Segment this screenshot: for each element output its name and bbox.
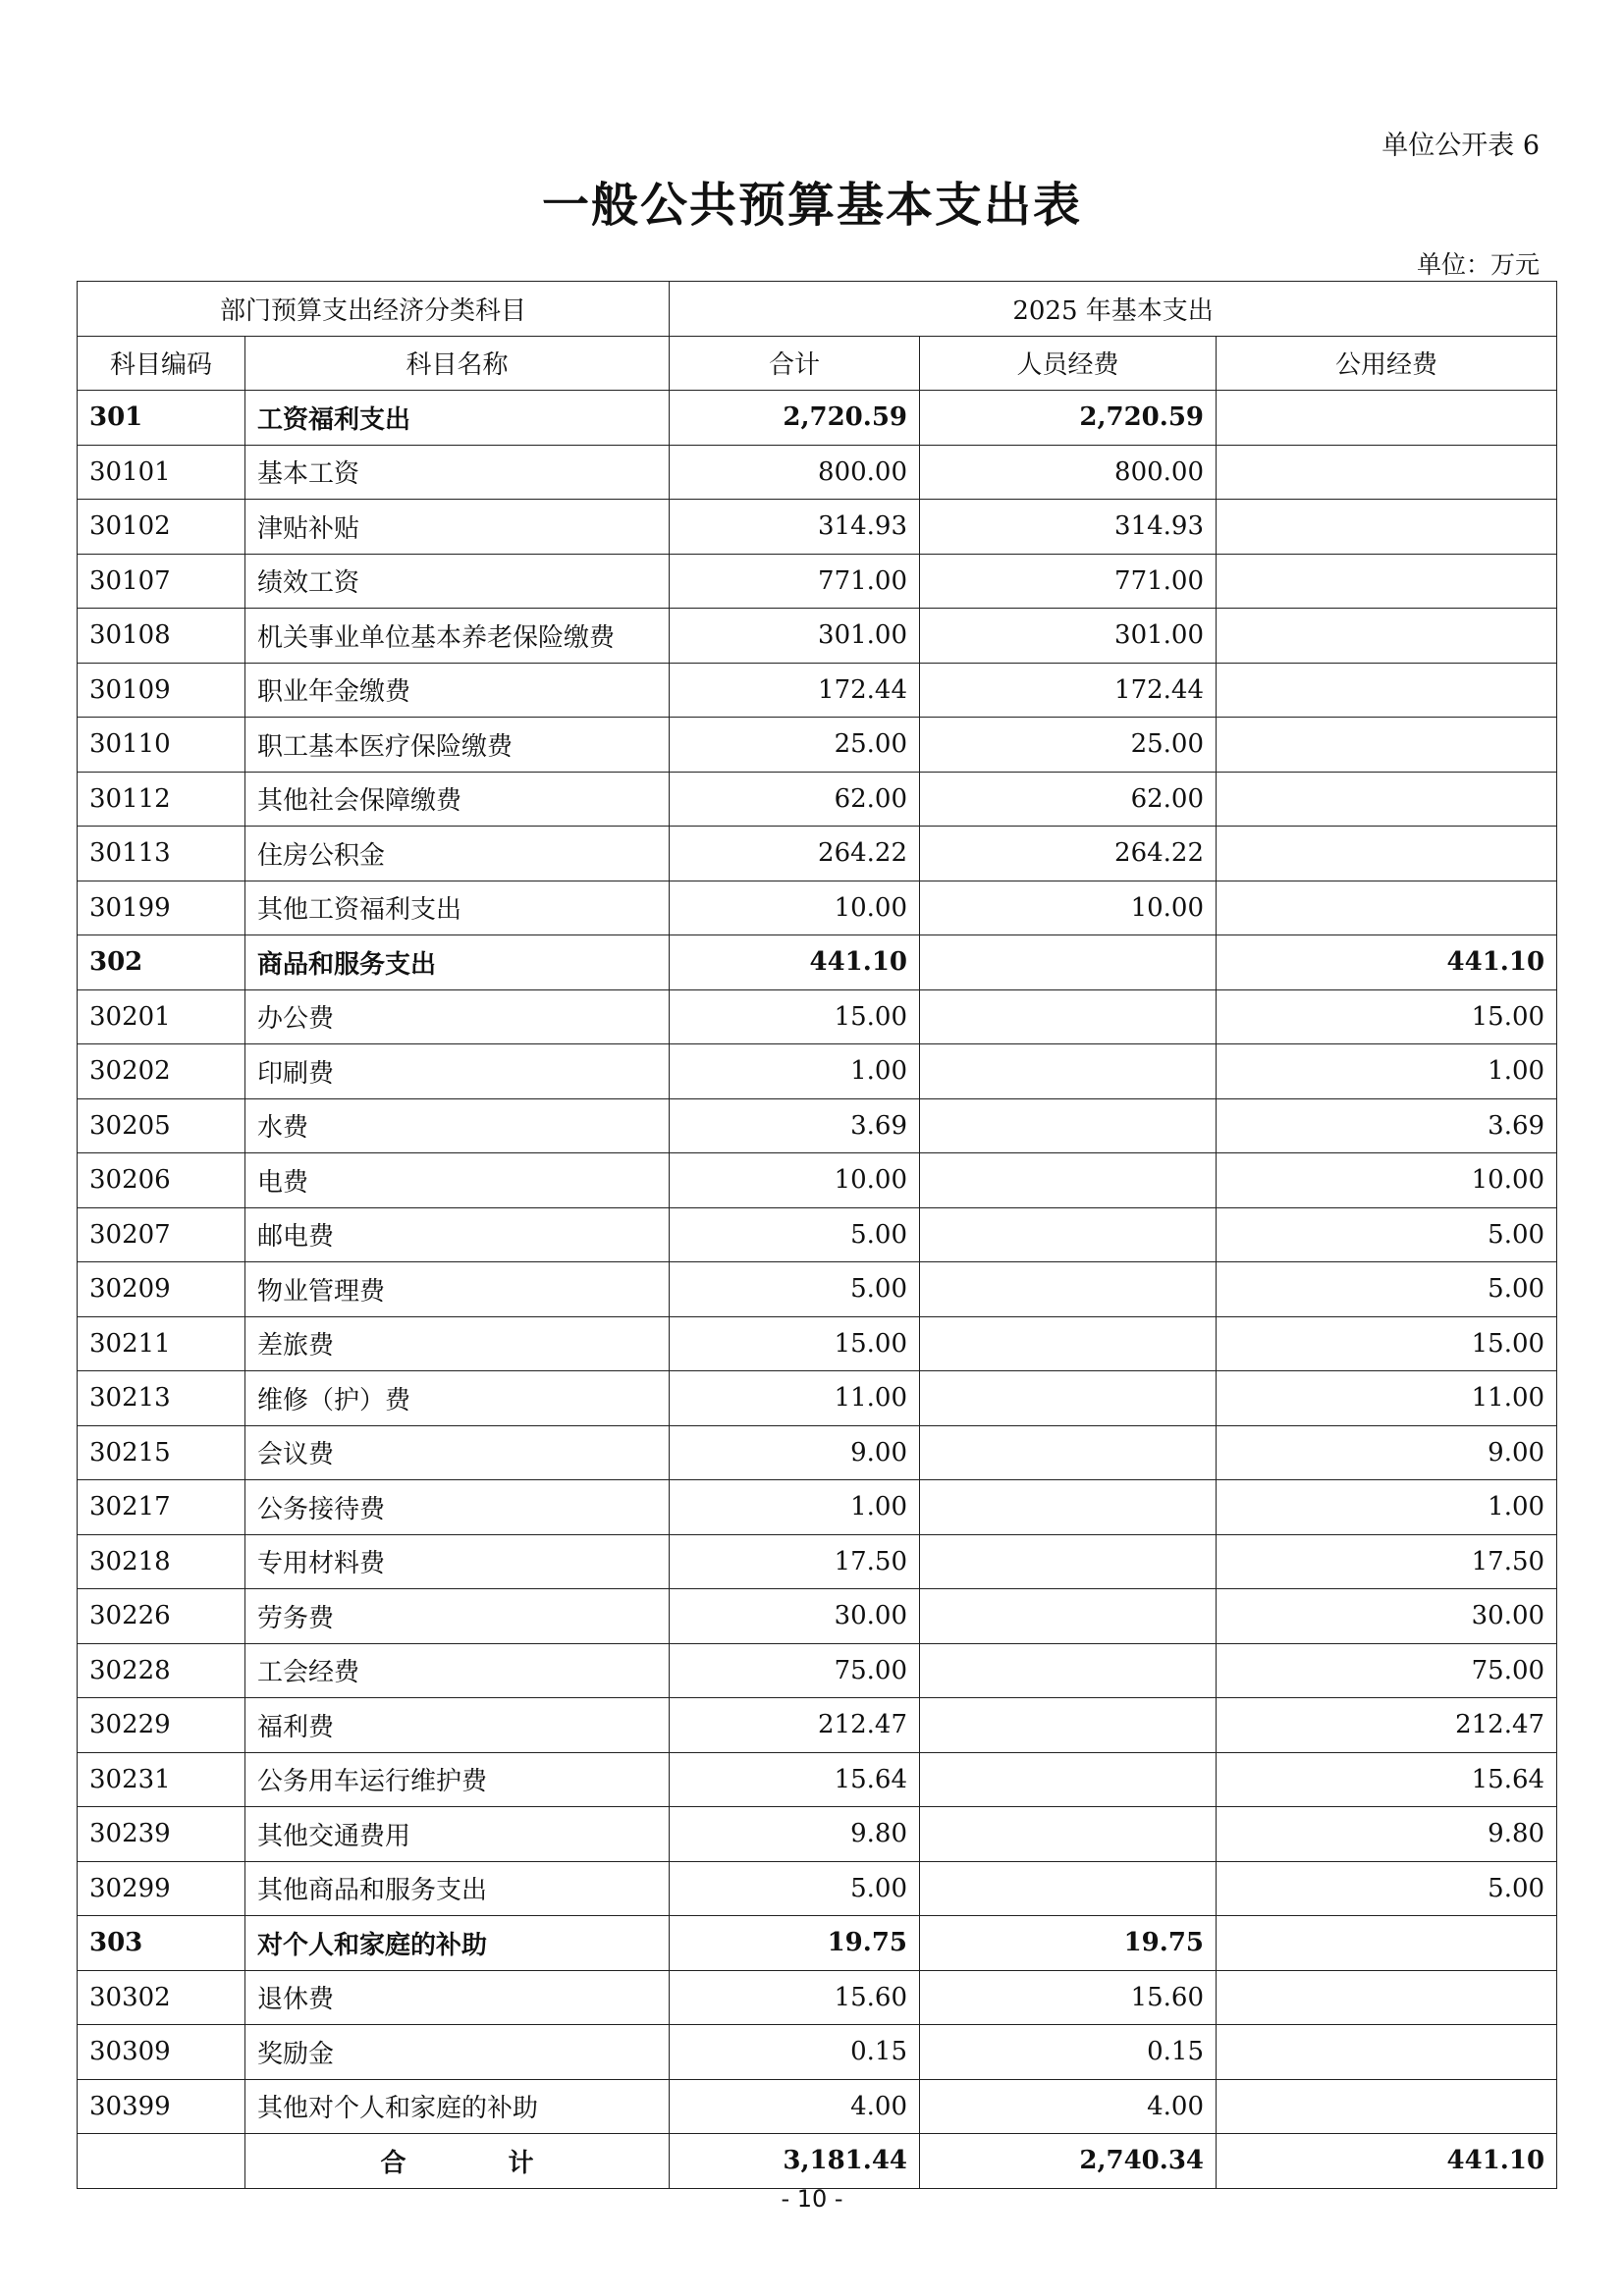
table-row: [78, 1098, 1557, 1153]
personnel-cell: [920, 1752, 1217, 1807]
personnel-cell: 10.00: [920, 881, 1217, 935]
table-row: [78, 1752, 1557, 1807]
public-cell: [1217, 1970, 1557, 2025]
column-header-code: 科目编码: [78, 336, 245, 391]
table-row: [78, 772, 1557, 827]
public-cell: [1217, 391, 1557, 446]
public-cell: [1217, 718, 1557, 773]
personnel-cell: [920, 1316, 1217, 1371]
total-label: 合 计: [245, 2134, 670, 2189]
code-cell: 302: [78, 935, 245, 990]
code-cell: 30108: [78, 609, 245, 664]
total-cell: 30.00: [670, 1589, 920, 1644]
name-cell: 住房公积金: [245, 827, 670, 881]
code-cell: 30205: [78, 1098, 245, 1153]
public-cell: 5.00: [1217, 1262, 1557, 1317]
public-cell: 11.00: [1217, 1371, 1557, 1426]
total-cell: 17.50: [670, 1534, 920, 1589]
code-cell: 30215: [78, 1425, 245, 1480]
public-cell: 15.64: [1217, 1752, 1557, 1807]
personnel-cell: [920, 1098, 1217, 1153]
code-cell: 30201: [78, 989, 245, 1044]
table-row: [78, 1207, 1557, 1262]
public-cell: 5.00: [1217, 1861, 1557, 1916]
name-cell: 职工基本医疗保险缴费: [245, 718, 670, 773]
table-row: [78, 1861, 1557, 1916]
column-header-personnel: 人员经费: [920, 336, 1217, 391]
name-cell: 劳务费: [245, 1589, 670, 1644]
personnel-cell: 62.00: [920, 772, 1217, 827]
name-cell: 机关事业单位基本养老保险缴费: [245, 609, 670, 664]
name-cell: 对个人和家庭的补助: [245, 1916, 670, 1971]
public-cell: 212.47: [1217, 1698, 1557, 1753]
personnel-cell: [920, 1262, 1217, 1317]
total-cell: 3.69: [670, 1098, 920, 1153]
table-row: [78, 554, 1557, 609]
name-cell: 其他商品和服务支出: [245, 1861, 670, 1916]
name-cell: 职业年金缴费: [245, 663, 670, 718]
public-cell: 9.00: [1217, 1425, 1557, 1480]
table-header: [78, 282, 1557, 391]
personnel-cell: 264.22: [920, 827, 1217, 881]
total-row: [78, 2134, 1557, 2189]
personnel-cell: [920, 1153, 1217, 1208]
table-row: [78, 1589, 1557, 1644]
name-cell: 维修（护）费: [245, 1371, 670, 1426]
table-row: [78, 718, 1557, 773]
personnel-cell: [920, 1425, 1217, 1480]
personnel-cell: 0.15: [920, 2025, 1217, 2080]
public-cell: 17.50: [1217, 1534, 1557, 1589]
total-cell: 15.60: [670, 1970, 920, 2025]
total-cell: 771.00: [670, 554, 920, 609]
code-cell: 30229: [78, 1698, 245, 1753]
group-header-basic-expenditure: 2025 年基本支出: [670, 282, 1557, 337]
table-row: [78, 1425, 1557, 1480]
total-cell: 5.00: [670, 1262, 920, 1317]
total-cell: 11.00: [670, 1371, 920, 1426]
code-cell: 303: [78, 1916, 245, 1971]
table-row: [78, 2079, 1557, 2134]
personnel-cell: [920, 1534, 1217, 1589]
code-cell: 30112: [78, 772, 245, 827]
name-cell: 电费: [245, 1153, 670, 1208]
code-cell: 30239: [78, 1807, 245, 1862]
table-row: [78, 1153, 1557, 1208]
public-cell: 30.00: [1217, 1589, 1557, 1644]
name-cell: 商品和服务支出: [245, 935, 670, 990]
personnel-cell: [920, 1643, 1217, 1698]
table-row: [78, 1480, 1557, 1535]
total-cell: 4.00: [670, 2079, 920, 2134]
name-cell: 津贴补贴: [245, 500, 670, 555]
name-cell: 退休费: [245, 1970, 670, 2025]
total-cell: 75.00: [670, 1643, 920, 1698]
public-cell: [1217, 500, 1557, 555]
table-row: [78, 989, 1557, 1044]
table-row: [78, 1643, 1557, 1698]
table-body: [78, 391, 1557, 2134]
table-row: [78, 500, 1557, 555]
personnel-cell: 314.93: [920, 500, 1217, 555]
public-cell: 1.00: [1217, 1480, 1557, 1535]
table-row: [78, 2025, 1557, 2080]
budget-table: [77, 281, 1557, 2189]
personnel-cell: [920, 1589, 1217, 1644]
total-cell: 10.00: [670, 1153, 920, 1208]
code-cell: 30110: [78, 718, 245, 773]
total-cell: 5.00: [670, 1207, 920, 1262]
total-public: 441.10: [1217, 2134, 1557, 2189]
name-cell: 办公费: [245, 989, 670, 1044]
public-cell: 9.80: [1217, 1807, 1557, 1862]
total-cell: 212.47: [670, 1698, 920, 1753]
name-cell: 公务用车运行维护费: [245, 1752, 670, 1807]
code-cell: 30101: [78, 445, 245, 500]
total-cell: 25.00: [670, 718, 920, 773]
personnel-cell: 25.00: [920, 718, 1217, 773]
public-cell: [1217, 2025, 1557, 2080]
public-cell: [1217, 663, 1557, 718]
name-cell: 公务接待费: [245, 1480, 670, 1535]
table-row: [78, 1262, 1557, 1317]
public-cell: [1217, 2079, 1557, 2134]
unit-label: 单位：万元: [1416, 250, 1540, 279]
code-cell: 30226: [78, 1589, 245, 1644]
public-cell: [1217, 881, 1557, 935]
table-row: [78, 609, 1557, 664]
name-cell: 物业管理费: [245, 1262, 670, 1317]
name-cell: 会议费: [245, 1425, 670, 1480]
code-cell: 30209: [78, 1262, 245, 1317]
personnel-cell: [920, 935, 1217, 990]
name-cell: 印刷费: [245, 1044, 670, 1099]
category-row: [78, 391, 1557, 446]
total-cell: 19.75: [670, 1916, 920, 1971]
personnel-cell: [920, 989, 1217, 1044]
name-cell: 其他工资福利支出: [245, 881, 670, 935]
table-row: [78, 663, 1557, 718]
total-cell: 5.00: [670, 1861, 920, 1916]
public-cell: 1.00: [1217, 1044, 1557, 1099]
table-row: [78, 1371, 1557, 1426]
code-cell: 30399: [78, 2079, 245, 2134]
public-cell: 15.00: [1217, 1316, 1557, 1371]
public-cell: [1217, 772, 1557, 827]
public-cell: [1217, 609, 1557, 664]
public-cell: 441.10: [1217, 935, 1557, 990]
personnel-cell: 800.00: [920, 445, 1217, 500]
total-cell: 172.44: [670, 663, 920, 718]
column-header-public: 公用经费: [1217, 336, 1557, 391]
name-cell: 基本工资: [245, 445, 670, 500]
total-cell: 800.00: [670, 445, 920, 500]
code-cell: 30218: [78, 1534, 245, 1589]
personnel-cell: 2,720.59: [920, 391, 1217, 446]
public-cell: [1217, 445, 1557, 500]
total-cell: 10.00: [670, 881, 920, 935]
table-row: [78, 1316, 1557, 1371]
code-cell: 30199: [78, 881, 245, 935]
name-cell: 邮电费: [245, 1207, 670, 1262]
total-cell: 264.22: [670, 827, 920, 881]
code-cell: 30228: [78, 1643, 245, 1698]
public-cell: [1217, 827, 1557, 881]
total-cell: 9.00: [670, 1425, 920, 1480]
personnel-cell: [920, 1480, 1217, 1535]
total-cell: 314.93: [670, 500, 920, 555]
total-cell: 0.15: [670, 2025, 920, 2080]
table-row: [78, 1970, 1557, 2025]
code-cell: 30207: [78, 1207, 245, 1262]
personnel-cell: [920, 1207, 1217, 1262]
category-row: [78, 1916, 1557, 1971]
total-sum: 3,181.44: [670, 2134, 920, 2189]
table-row: [78, 1807, 1557, 1862]
name-cell: 专用材料费: [245, 1534, 670, 1589]
personnel-cell: [920, 1044, 1217, 1099]
name-cell: 其他社会保障缴费: [245, 772, 670, 827]
name-cell: 其他对个人和家庭的补助: [245, 2079, 670, 2134]
total-cell: 15.00: [670, 1316, 920, 1371]
personnel-cell: 301.00: [920, 609, 1217, 664]
page-number: - 10 -: [781, 2185, 843, 2213]
table-number-label: 单位公开表 6: [1381, 131, 1540, 161]
code-cell: 30107: [78, 554, 245, 609]
personnel-cell: 4.00: [920, 2079, 1217, 2134]
total-cell: 15.00: [670, 989, 920, 1044]
public-cell: 15.00: [1217, 989, 1557, 1044]
code-cell: 30299: [78, 1861, 245, 1916]
personnel-cell: [920, 1698, 1217, 1753]
personnel-cell: [920, 1807, 1217, 1862]
table-row: [78, 827, 1557, 881]
code-cell: 30217: [78, 1480, 245, 1535]
code-cell: 30206: [78, 1153, 245, 1208]
code-cell: 301: [78, 391, 245, 446]
column-header-name: 科目名称: [245, 336, 670, 391]
personnel-cell: [920, 1861, 1217, 1916]
code-cell: 30302: [78, 1970, 245, 2025]
total-code-cell: [78, 2134, 245, 2189]
total-cell: 441.10: [670, 935, 920, 990]
name-cell: 水费: [245, 1098, 670, 1153]
total-cell: 9.80: [670, 1807, 920, 1862]
total-personnel: 2,740.34: [920, 2134, 1217, 2189]
code-cell: 30109: [78, 663, 245, 718]
name-cell: 福利费: [245, 1698, 670, 1753]
table-row: [78, 1698, 1557, 1753]
public-cell: 3.69: [1217, 1098, 1557, 1153]
name-cell: 差旅费: [245, 1316, 670, 1371]
public-cell: [1217, 1916, 1557, 1971]
personnel-cell: [920, 1371, 1217, 1426]
code-cell: 30211: [78, 1316, 245, 1371]
public-cell: 10.00: [1217, 1153, 1557, 1208]
code-cell: 30213: [78, 1371, 245, 1426]
group-header-classification: 部门预算支出经济分类科目: [78, 282, 670, 337]
name-cell: 工会经费: [245, 1643, 670, 1698]
total-cell: 1.00: [670, 1044, 920, 1099]
total-cell: 2,720.59: [670, 391, 920, 446]
table-row: [78, 881, 1557, 935]
table-row: [78, 445, 1557, 500]
name-cell: 奖励金: [245, 2025, 670, 2080]
total-cell: 62.00: [670, 772, 920, 827]
code-cell: 30231: [78, 1752, 245, 1807]
name-cell: 工资福利支出: [245, 391, 670, 446]
page-title: 一般公共预算基本支出表: [541, 178, 1082, 233]
personnel-cell: 172.44: [920, 663, 1217, 718]
public-cell: 5.00: [1217, 1207, 1557, 1262]
personnel-cell: 15.60: [920, 1970, 1217, 2025]
category-row: [78, 935, 1557, 990]
column-header-total: 合计: [670, 336, 920, 391]
name-cell: 绩效工资: [245, 554, 670, 609]
code-cell: 30102: [78, 500, 245, 555]
total-cell: 1.00: [670, 1480, 920, 1535]
code-cell: 30202: [78, 1044, 245, 1099]
public-cell: 75.00: [1217, 1643, 1557, 1698]
total-cell: 301.00: [670, 609, 920, 664]
code-cell: 30113: [78, 827, 245, 881]
name-cell: 其他交通费用: [245, 1807, 670, 1862]
public-cell: [1217, 554, 1557, 609]
table-row: [78, 1534, 1557, 1589]
code-cell: 30309: [78, 2025, 245, 2080]
table-row: [78, 1044, 1557, 1099]
total-cell: 15.64: [670, 1752, 920, 1807]
personnel-cell: 19.75: [920, 1916, 1217, 1971]
personnel-cell: 771.00: [920, 554, 1217, 609]
